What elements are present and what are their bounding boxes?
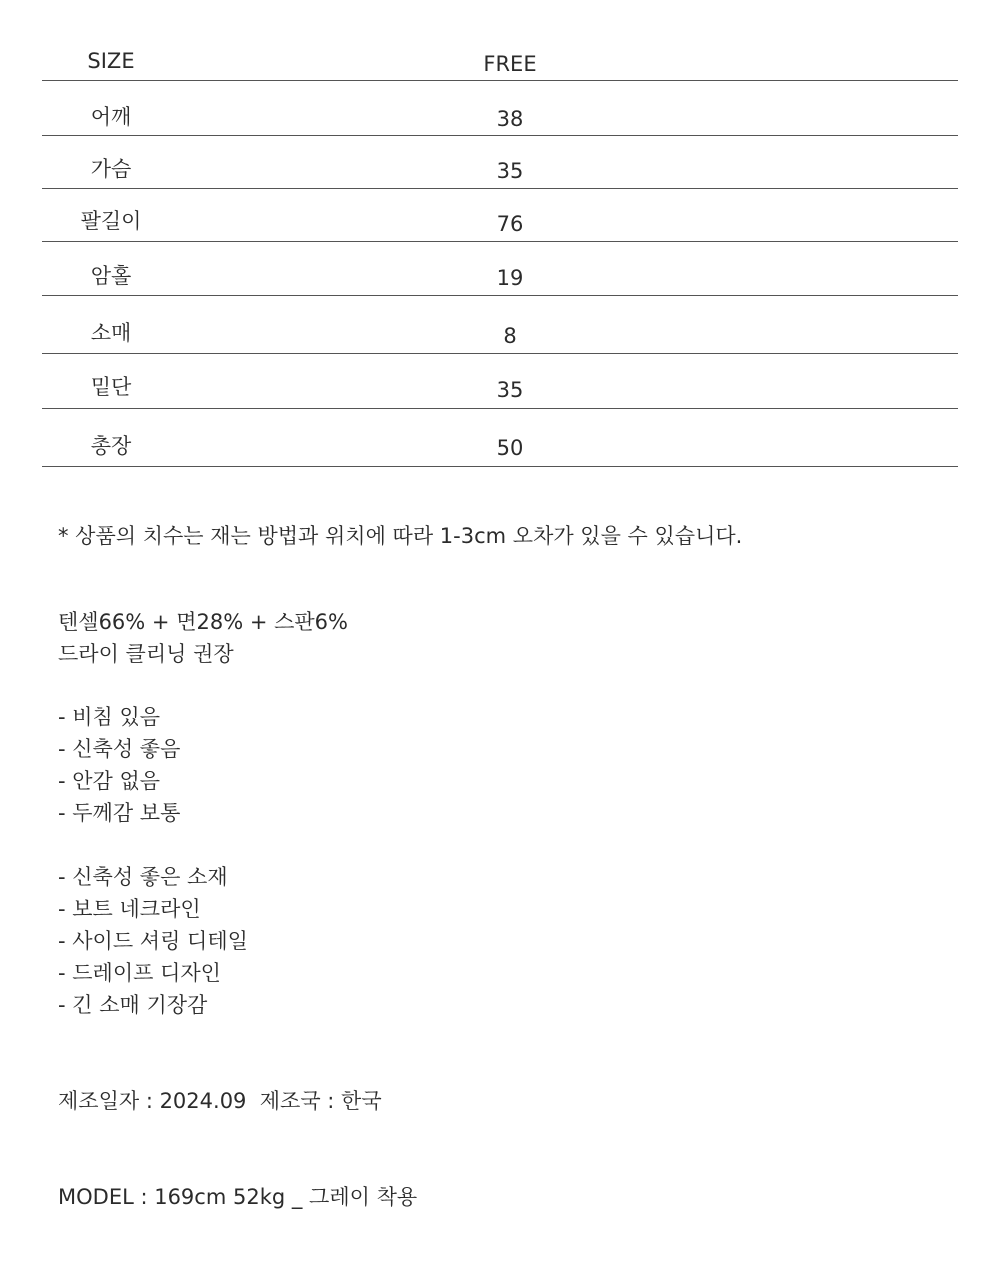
size-header-label: SIZE [87, 49, 135, 73]
size-table [42, 36, 958, 467]
manufacture-text: 제조일자 : 2024.09 제조국 : 한국 [58, 1089, 382, 1113]
fabric-properties [58, 701, 180, 829]
fabric-composition: 텐셀66% + 면28% + 스판6% [58, 610, 348, 634]
feature-item: - 사이드 셔링 디테일 [58, 929, 248, 953]
size-row-sleeve [42, 296, 958, 354]
size-row-label: 가슴 [90, 157, 132, 181]
size-row-value: 35 [496, 159, 524, 183]
fabric-info [58, 606, 348, 670]
size-row-label: 어깨 [90, 105, 132, 129]
model-info [58, 1181, 417, 1213]
disclaimer-text: * 상품의 치수는 재는 방법과 위치에 따라 1-3cm 오차가 있을 수 있습니다. [58, 524, 743, 548]
size-row-label: 소매 [90, 321, 132, 345]
size-row-value: 8 [503, 324, 517, 348]
feature-list [58, 861, 248, 1021]
property-item: - 안감 없음 [58, 769, 161, 793]
size-row-value: 35 [496, 378, 524, 402]
feature-item: - 보트 네크라인 [58, 897, 201, 921]
size-row-shoulder [42, 81, 958, 136]
manufacture-info [58, 1085, 382, 1117]
property-item: - 두께감 보통 [58, 801, 181, 825]
property-item: - 신축성 좋음 [58, 737, 181, 761]
care-instruction: 드라이 클리닝 권장 [58, 642, 234, 666]
feature-item: - 신축성 좋은 소재 [58, 865, 228, 889]
size-row-value: 19 [496, 266, 524, 290]
size-row-label: 총장 [90, 434, 132, 458]
size-row-value: 50 [496, 436, 524, 460]
size-row-label: 암홀 [90, 264, 132, 288]
model-text: MODEL : 169cm 52kg _ 그레이 착용 [58, 1185, 418, 1209]
size-row-sleeve-length [42, 189, 958, 242]
size-row-value: 38 [496, 107, 524, 131]
size-disclaimer [58, 520, 742, 552]
size-header-value: FREE [483, 52, 537, 76]
feature-item: - 긴 소매 기장감 [58, 993, 208, 1017]
size-row-label: 밑단 [90, 375, 132, 399]
feature-item: - 드레이프 디자인 [58, 961, 221, 985]
size-row-hem [42, 354, 958, 409]
property-item: - 비침 있음 [58, 705, 161, 729]
size-table-header [42, 36, 958, 81]
size-row-chest [42, 136, 958, 189]
size-row-value: 76 [496, 212, 524, 236]
size-row-label: 팔길이 [80, 209, 142, 233]
size-row-armhole [42, 242, 958, 296]
size-row-total-length [42, 409, 958, 467]
